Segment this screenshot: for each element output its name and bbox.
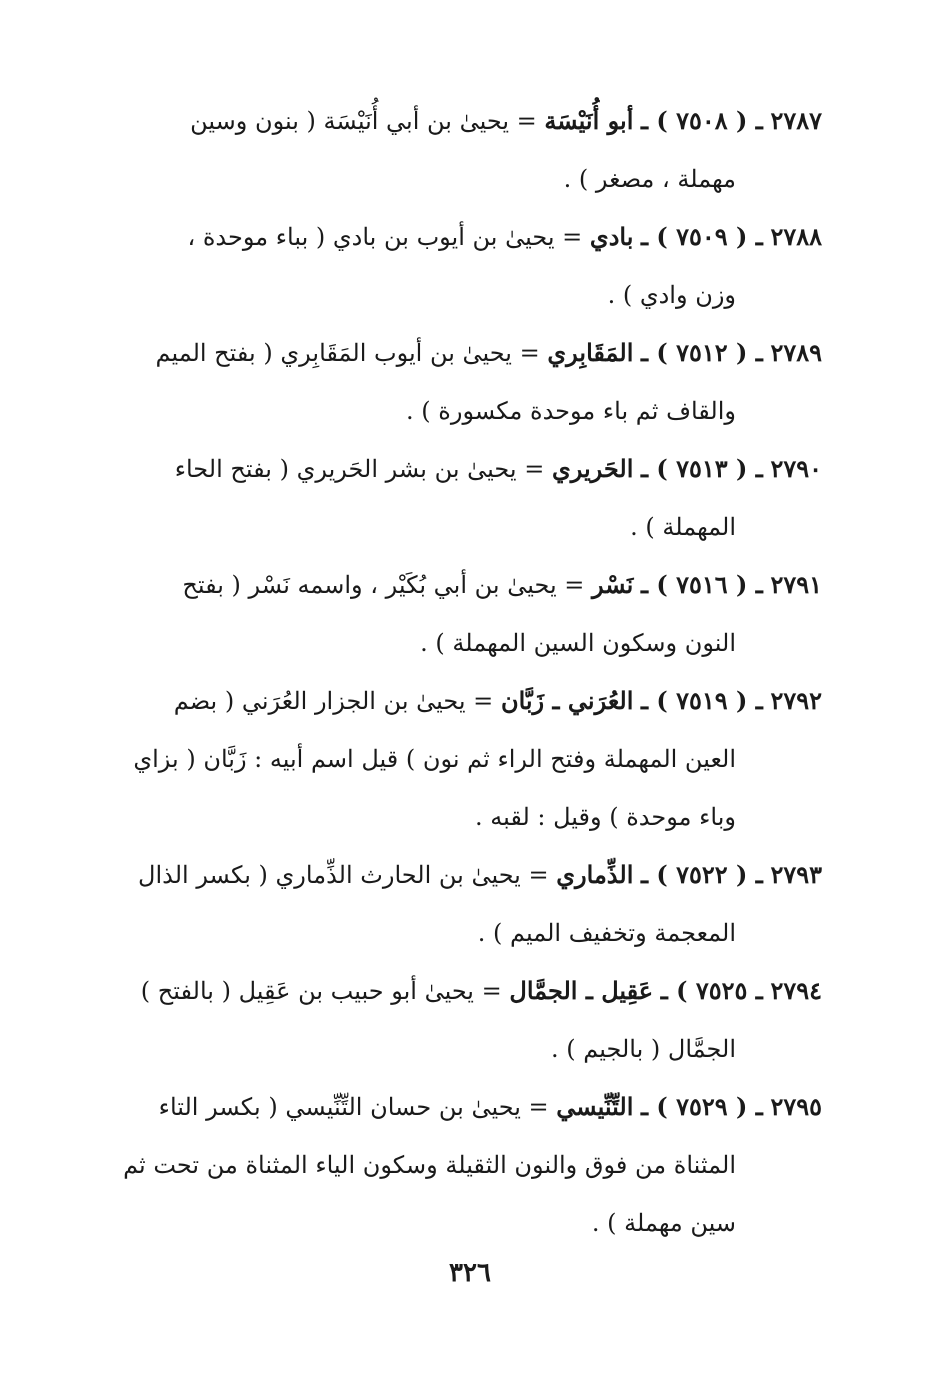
entry-number: ٢٧٨٧ (770, 106, 822, 135)
entry-continuation: سين مهملة ) . (591, 1209, 736, 1237)
entry (70, 208, 822, 324)
entry-reference: ـ ( ٧٥٠٨ ) ـ (641, 106, 763, 135)
entry-continuation: المثناة من فوق والنون الثقيلة وسكون الياء المثناة من تحت ثم (123, 1151, 736, 1179)
entry (70, 962, 822, 1078)
entry-number: ٢٧٩٤ (770, 976, 822, 1005)
entry-reference: ـ ( ٧٥٢٢ ) ـ (641, 860, 763, 889)
entry-heading: التِّنِّيسي (556, 1092, 634, 1121)
entry-text: = يحيىٰ بن أبي بُكَيْر ، واسمه نَسْر ( بفتح (182, 571, 585, 599)
entry-text: = يحيىٰ بن الجزار العُرَني ( بضم (173, 687, 494, 715)
entry-heading: نَسْر (592, 570, 634, 599)
entry-continuation: الجمَّال ( بالجيم ) . (551, 1035, 736, 1063)
entry-heading: بادي (589, 222, 634, 251)
entry-heading: الحَريري (551, 454, 634, 483)
entry-number: ٢٧٨٨ (770, 222, 822, 251)
entry (70, 846, 822, 962)
entry-text: = يحيىٰ بن الحارث الذِّماري ( بكسر الذال (138, 861, 549, 889)
entry-number: ٢٧٩٥ (770, 1092, 822, 1121)
entry-continuation: المهملة ) . (630, 513, 736, 541)
entry-text: = يحيىٰ بن بشر الحَريري ( بفتح الحاء (174, 455, 545, 483)
entry (70, 92, 822, 208)
entry-text: = يحيىٰ بن أيوب المَقَابِري ( بفتح الميم (155, 339, 540, 367)
entry-reference: ـ ٧٥٢٥ ) ـ (660, 976, 763, 1005)
entry-continuation: العين المهملة وفتح الراء ثم نون ) قيل اسم أبيه : زَبَّان ( بزاي (133, 745, 736, 773)
entry-continuation: وباء موحدة ) وقيل : لقبه . (474, 803, 736, 831)
entry-heading: المَقَابِري (547, 338, 634, 367)
entry-heading: أبو أُنَيْسَة (544, 106, 634, 135)
entry (70, 440, 822, 556)
entry-number: ٢٧٩٠ (770, 454, 822, 483)
entry-heading: العُرَني ـ زَبَّان (500, 686, 634, 715)
entry-number: ٢٧٨٩ (770, 338, 822, 367)
entry-continuation: مهملة ، مصغر ) . (563, 165, 736, 193)
entry-number: ٢٧٩٣ (770, 860, 822, 889)
entry-number: ٢٧٩٢ (770, 686, 822, 715)
entry-text: = يحيىٰ بن أبي أُنَيْسَة ( بنون وسين (190, 107, 537, 135)
entry-reference: ـ ( ٧٥٢٩ ) ـ (641, 1092, 763, 1121)
entry (70, 1078, 822, 1252)
entry-number: ٢٧٩١ (770, 570, 822, 599)
page-number: ٣٢٦ (449, 1258, 491, 1288)
entry-continuation: المعجمة وتخفيف الميم ) . (477, 919, 736, 947)
entry (70, 672, 822, 846)
entry-reference: ـ ( ٧٥١٦ ) ـ (641, 570, 763, 599)
entry-heading: عَقِيل ـ الجمَّال (509, 976, 654, 1005)
entry-continuation: النون وسكون السين المهملة ) . (420, 629, 736, 657)
entry-text: = يحيىٰ بن حسان التِّنِّيسي ( بكسر التاء (158, 1093, 549, 1121)
entry-text: = يحيىٰ أبو حبيب بن عَقِيل ( بالفتح ) (140, 977, 502, 1005)
entry (70, 324, 822, 440)
entry-reference: ـ ( ٧٥١٣ ) ـ (641, 454, 763, 483)
entry-text: = يحيىٰ بن أيوب بن بادي ( بباء موحدة ، (187, 223, 583, 251)
entry-continuation: وزن وادي ) . (607, 281, 736, 309)
entry-reference: ـ ( ٧٥٠٩ ) ـ (641, 222, 763, 251)
entry-reference: ـ ( ٧٥١٢ ) ـ (641, 338, 763, 367)
entry-continuation: والقاف ثم باء موحدة مكسورة ) . (406, 397, 736, 425)
entries-list (70, 92, 822, 1252)
entry-reference: ـ ( ٧٥١٩ ) ـ (641, 686, 763, 715)
entry (70, 556, 822, 672)
entry-heading: الذِّماري (556, 860, 634, 889)
